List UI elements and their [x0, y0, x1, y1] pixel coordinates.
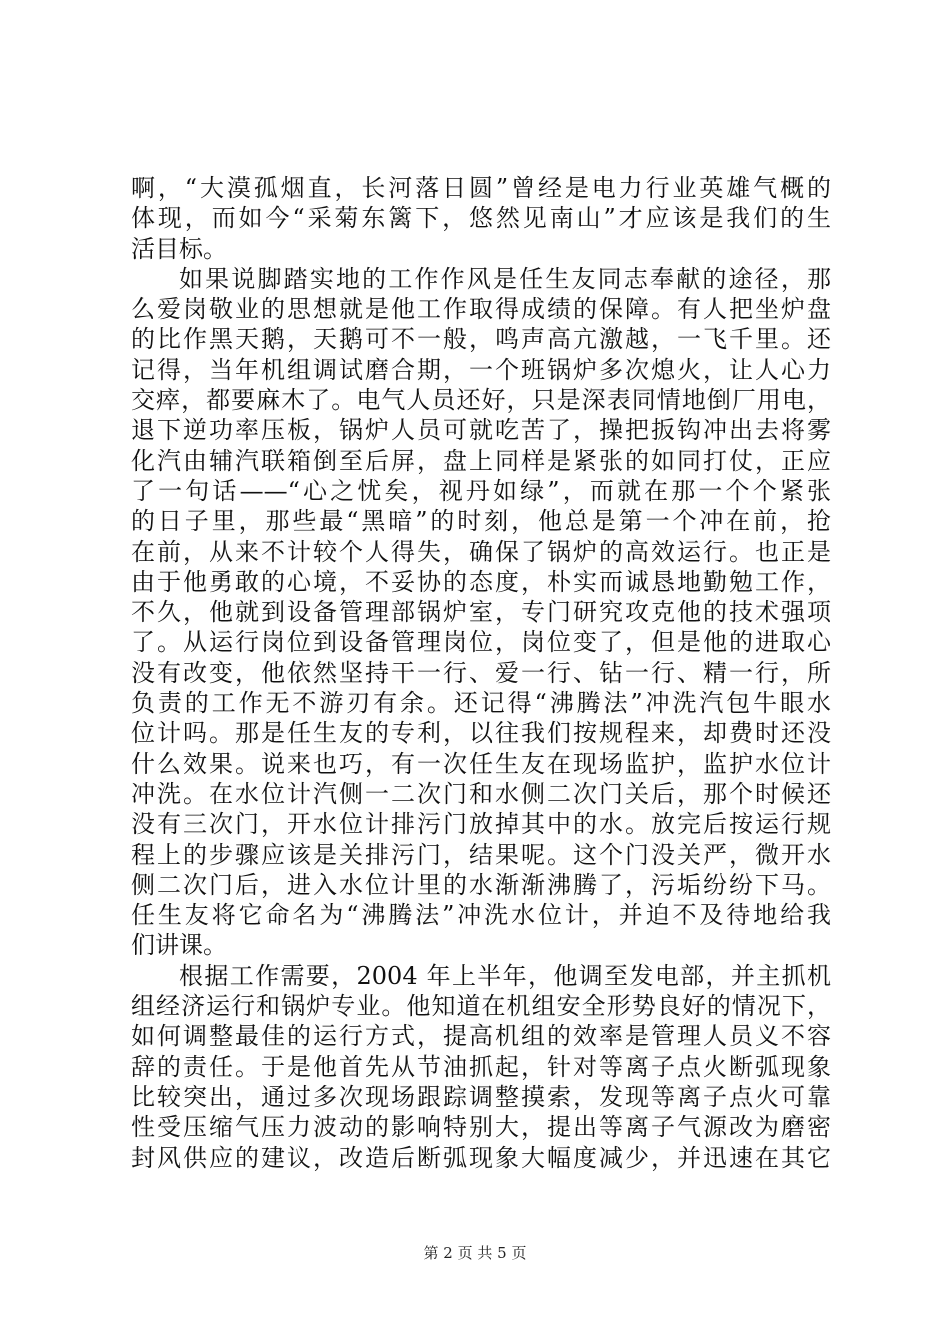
text-line: 在前，从来不计较个人得失，确保了锅炉的高效运行。也正是: [131, 537, 831, 566]
text-line: 没有三次门，开水位计排污门放掉其中的水。放完后按运行规: [131, 810, 831, 839]
text-line: 根据工作需要，2004 年上半年，他调至发电部，并主抓机: [179, 961, 831, 990]
text-line: 的日子里，那些最“黑暗”的时刻，他总是第一个冲在前，抢: [131, 507, 831, 536]
text-line: 程上的步骤应该是关排污门，结果呢。这个门没关严，微开水: [131, 840, 831, 869]
text-line: 位计吗。那是任生友的专利，以往我们按规程来，却费时还没: [131, 719, 831, 748]
text-line: 什么效果。说来也巧，有一次任生友在现场监护，监护水位计: [131, 749, 831, 778]
text-line: 化汽由辅汽联箱倒至后屏，盘上同样是紧张的如同打仗，正应: [131, 446, 831, 475]
text-line: 任生友将它命名为“沸腾法”冲洗水位计，并迫不及待地给我: [131, 901, 831, 930]
text-line: 如果说脚踏实地的工作作风是任生友同志奉献的途径，那: [179, 264, 831, 293]
text-line: 辞的责任。于是他首先从节油抓起，针对等离子点火断弧现象: [131, 1052, 831, 1081]
text-line: 性受压缩气压力波动的影响特别大，提出等离子气源改为磨密: [131, 1113, 831, 1142]
body-text: [131, 173, 831, 1173]
text-line: 侧二次门后，进入水位计里的水渐渐沸腾了，污垢纷纷下马。: [131, 870, 831, 899]
text-line: 由于他勇敢的心境，不妥协的态度，朴实而诚恳地勤勉工作，: [131, 567, 831, 596]
text-line: 们讲课。: [131, 931, 227, 960]
text-line: 啊，“大漠孤烟直，长河落日圆”曾经是电力行业英雄气概的: [131, 174, 831, 202]
text-line: 么爱岗敬业的思想就是他工作取得成绩的保障。有人把坐炉盘: [131, 295, 831, 324]
text-line: 不久，他就到设备管理部锅炉室，专门研究攻克他的技术强项: [131, 598, 831, 627]
text-line: 活目标。: [131, 234, 227, 263]
text-line: 的比作黑天鹅，天鹅可不一般，鸣声高亢激越，一飞千里。还: [131, 325, 831, 354]
text-line: 负责的工作无不游刃有余。还记得“沸腾法”冲洗汽包牛眼水: [131, 689, 831, 718]
text-line: 冲洗。在水位计汽侧一二次门和水侧二次门关后，那个时候还: [131, 779, 831, 808]
text-line: 退下逆功率压板，锅炉人员可就吃苦了，操把扳钩冲出去将雾: [131, 416, 831, 445]
text-line: 了一句话——“心之忧矣，视丹如绿”，而就在那一个个紧张: [131, 476, 831, 505]
text-line: 没有改变，他依然坚持干一行、爱一行、钻一行、精一行，所: [131, 658, 831, 687]
page-footer: 第 2 页 共 5 页: [423, 1244, 527, 1262]
text-line: 体现，而如今“采菊东篱下，悠然见南山”才应该是我们的生: [131, 204, 831, 233]
text-line: 记得，当年机组调试磨合期，一个班锅炉多次熄火，让人心力: [131, 355, 831, 384]
text-line: 封风供应的建议，改造后断弧现象大幅度减少，并迅速在其它: [131, 1143, 831, 1172]
text-line: 交瘁，都要麻木了。电气人员还好，只是深表同情地倒厂用电，: [131, 386, 831, 415]
text-line: 了。从运行岗位到设备管理岗位，岗位变了，但是他的进取心: [131, 628, 831, 657]
text-line: 比较突出，通过多次现场跟踪调整摸索，发现等离子点火可靠: [131, 1082, 831, 1111]
text-line: 组经济运行和锅炉专业。他知道在机组安全形势良好的情况下，: [131, 992, 831, 1021]
text-line: 如何调整最佳的运行方式，提高机组的效率是管理人员义不容: [131, 1022, 831, 1051]
